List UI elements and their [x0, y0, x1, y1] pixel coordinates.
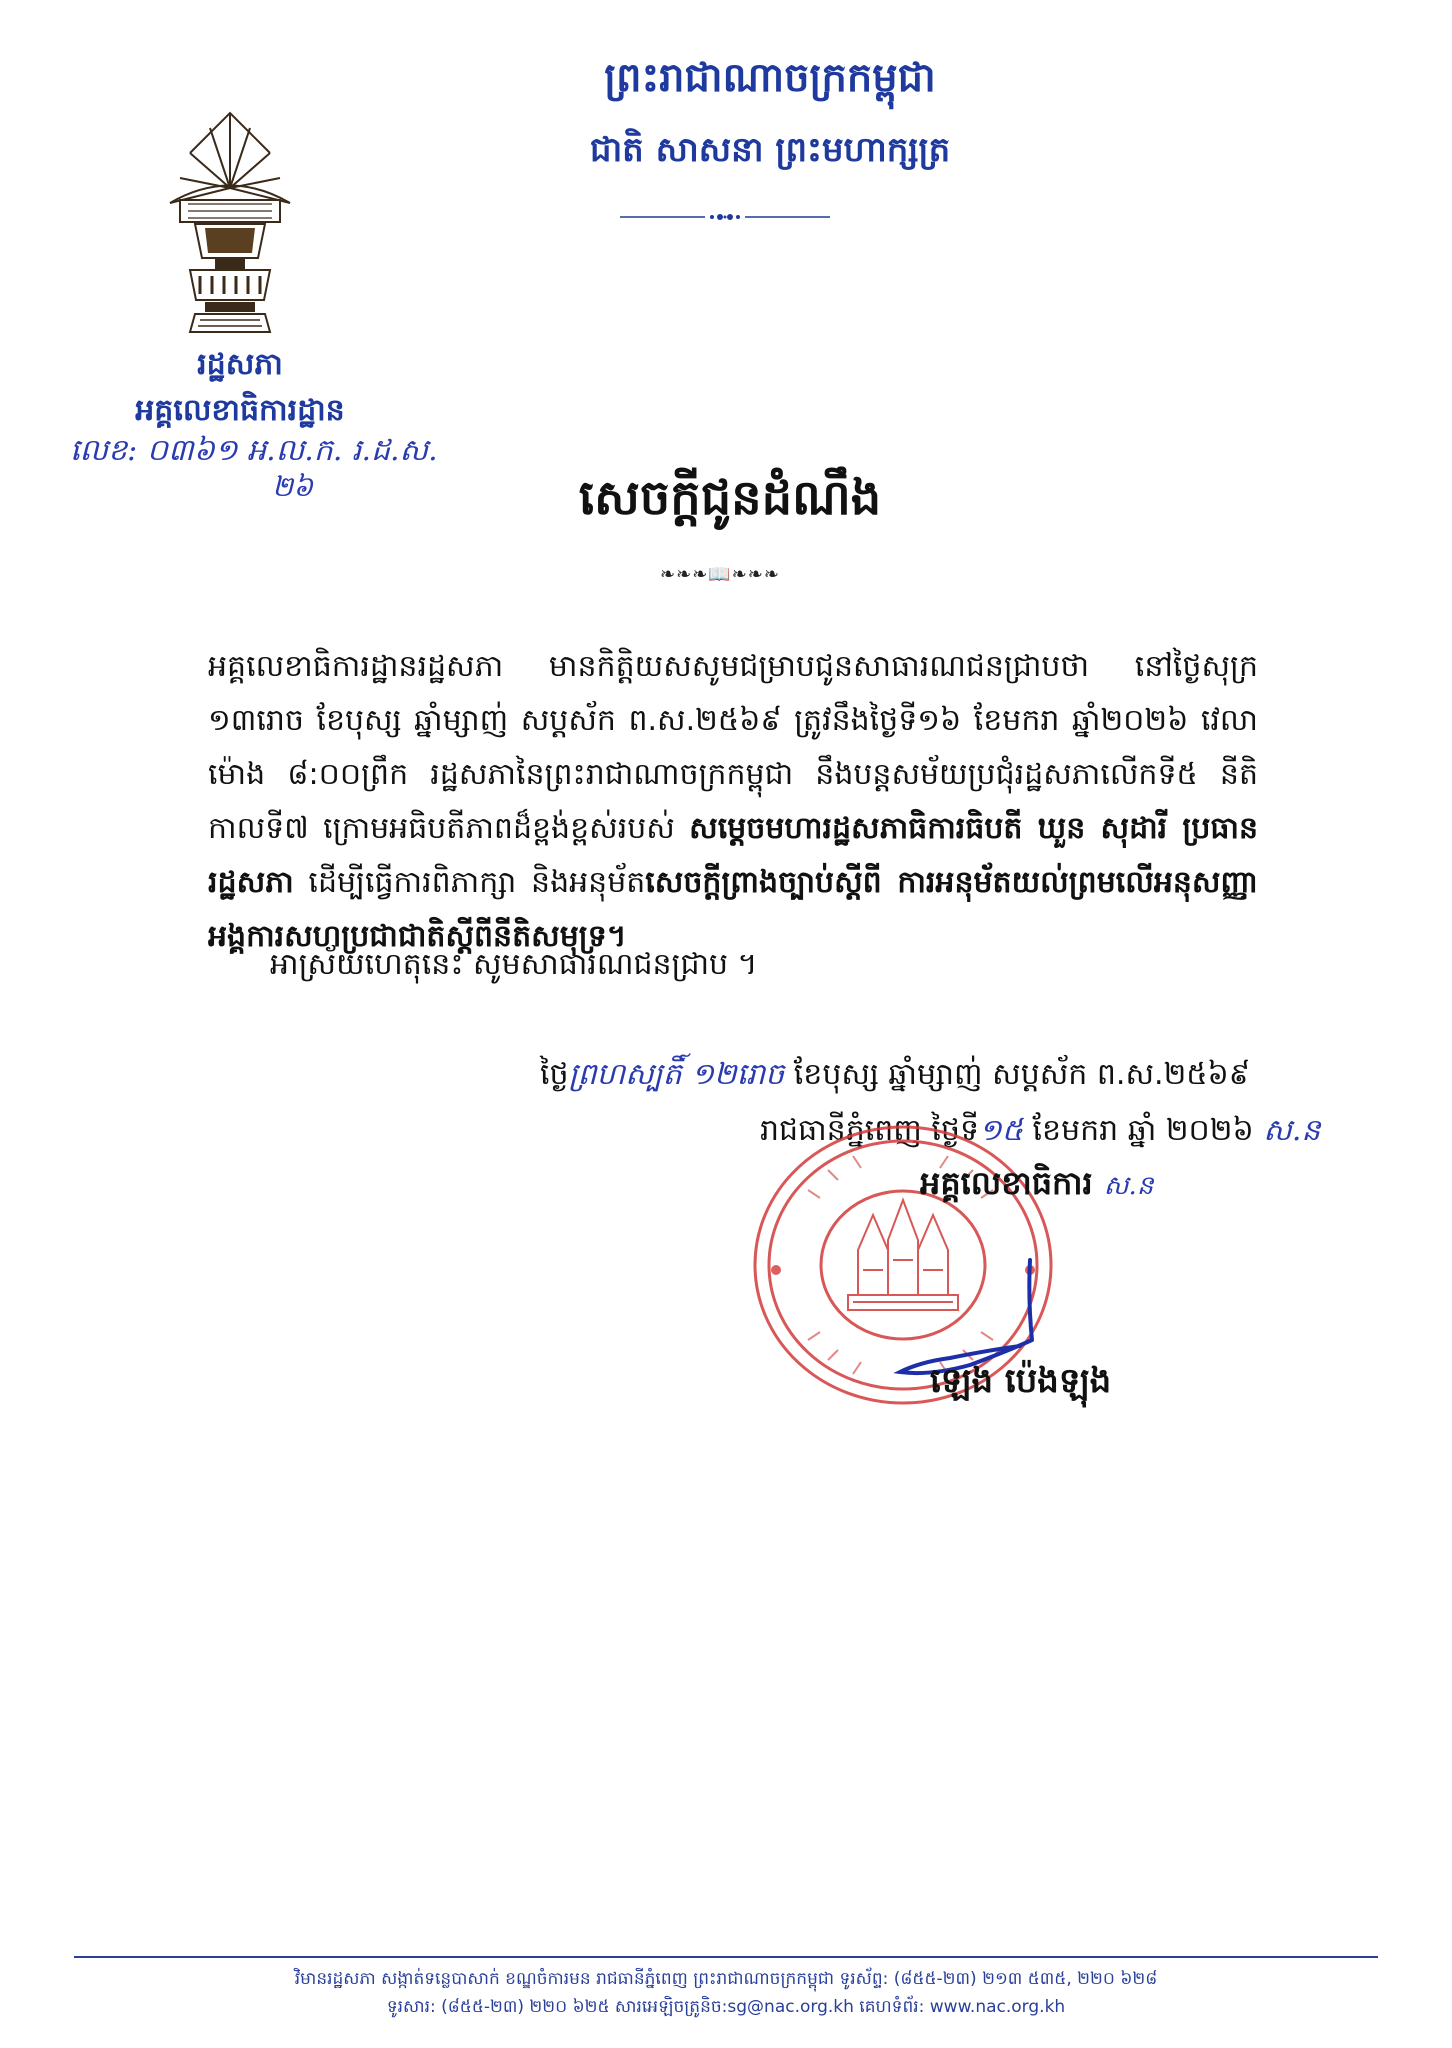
lunar-date-handwritten: ព្រហស្បតិ៍ ១២រោច: [568, 1057, 785, 1092]
reference-suffix: ២៦: [272, 470, 314, 503]
body-text-part-1: អគ្គលេខាធិការដ្ឋានរដ្ឋសភា មានកិត្តិយសសូមជម្រាបជូនសាធារណជនជ្រាបថា នៅថ្ងៃសុក្រ ១៣រោច ខែបុស្ស ឆ្នាំម្សាញ់ សប្តស័ក ព.ស.២៥៦៩ ត្រូវនឹងថ្ងៃទី១៦ ខែមករា ឆ្នាំ២០២៦ វេលាម៉ោង ៨:០០ព្រឹក រដ្ឋសភានៃព្រះរាជាណាចក្រកម្ពុជា នឹងបន្តសម័យប្រជុំរដ្ឋសភាលើកទី៥ នីតិកាលទី៧ ក្រោមអធិបតីភាពដ៏ខ្ពង់ខ្ពស់របស់: [208, 649, 1258, 846]
reference-number: លេខ: ០៣៦១ អ.ល.ក. រ.ដ.ស.: [70, 433, 438, 468]
organization-department: អគ្គលេខាធិការដ្ឋាន: [135, 393, 345, 428]
signatory-title-mark: ស.ន: [1103, 1171, 1154, 1201]
signatory-title-text: អគ្គលេខាធិការ: [920, 1164, 1093, 1202]
lunar-date-suffix: ខែបុស្ស ឆ្នាំម្សាញ់ សប្តស័ក ព.ស.២៥៦៩: [793, 1057, 1250, 1092]
national-assembly-emblem-icon: [160, 108, 300, 338]
footer-contact: ទូរសារ: (៨៥៥-២៣) ២២០ ៦២៥ សារអេឡិចត្រូនិច:sg@nac.org.kh គេហទំព័រ: www.nac.org.kh: [386, 1997, 1066, 2017]
body-bold-president: សម្តេចមហារដ្ឋសភាធិការធិបតី ឃួន សុដារី ប្រធានរដ្ឋសភា: [208, 811, 1259, 900]
title-ornament-icon: ❧❧❧📖❧❧❧: [660, 564, 780, 585]
body-paragraph: [208, 640, 1258, 964]
organization-name: រដ្ឋសភា: [197, 347, 283, 382]
solar-date-handwritten: ស.ន: [1263, 1113, 1321, 1148]
footer-address: វិមានរដ្ឋសភា សង្កាត់ទន្លេបាសាក់ ខណ្ឌចំការមន រាជធានីភ្នំពេញ ព្រះរាជាណាចក្រកម្ពុជា ទូរស័ព្ទ: (៨៥៥-២៣) ២១៣ ៥៣៥, ២២០ ៦២៨: [294, 1969, 1158, 1989]
lunar-date-prefix: ថ្ងៃ: [540, 1057, 569, 1092]
kingdom-title: ព្រះរាជាណាចក្រកម្ពុជា: [604, 55, 936, 101]
document-title: សេចក្តីជូនដំណឹង: [578, 470, 882, 526]
signatory-title: [920, 1158, 1240, 1211]
body-end-mark: ។: [606, 919, 627, 954]
solar-date-suffix: ខែមករា ឆ្នាំ ២០២៦: [1032, 1113, 1254, 1148]
body-bold-law-title: សេចក្តីព្រាងច្បាប់ស្តីពី ការអនុម័តយល់ព្រមលើអនុសញ្ញាអង្គការសហប្រជាជាតិស្តីពីនីតិសមុទ្រ: [208, 865, 1258, 954]
lunar-date: [540, 1050, 1360, 1100]
solar-date-prefix: រាជធានីភ្នំពេញ ថ្ងៃទី: [760, 1113, 980, 1148]
closing-line: អាស្រ័យហេតុនេះ សូមសាធារណជនជ្រាប ។: [270, 947, 758, 982]
solar-date-day: ១៥: [979, 1113, 1023, 1148]
signer-name: ឡេង ប៉េងឡុង: [930, 1361, 1112, 1401]
body-text-part-2: ដើម្បីធ្វើការពិភាក្សា និងអនុម័ត: [293, 865, 646, 900]
header-ornament-icon: [620, 210, 830, 224]
footer-divider: [74, 1956, 1378, 1958]
kingdom-motto: ជាតិ សាសនា ព្រះមហាក្សត្រ: [589, 130, 951, 170]
